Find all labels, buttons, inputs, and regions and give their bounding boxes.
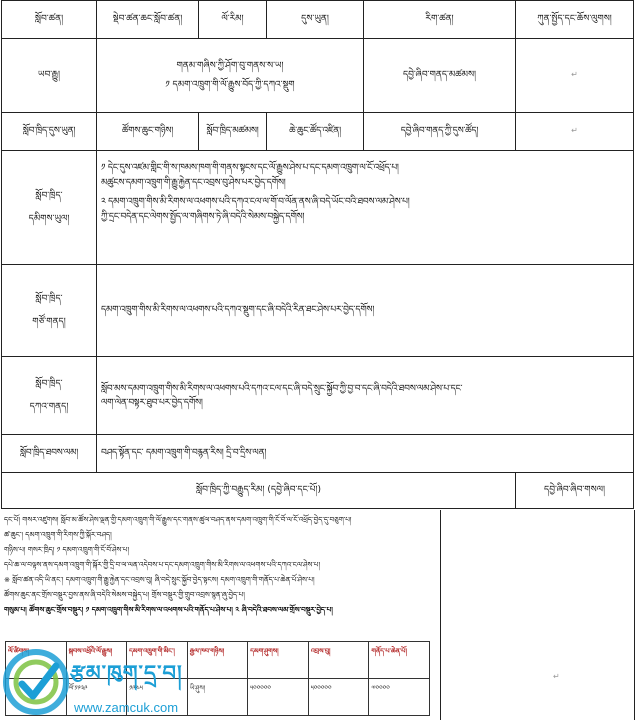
watermark-url[interactable]: www.zamcuk.com [74, 700, 179, 715]
war-cell-6: ༧༠༠༠༠ [369, 679, 430, 716]
lesson-line-6: ཚོགས་ཆུང་ནང་གྲོས་བསྡུར་བྱས་ནས་ཞི་བདེའི་སེམས་བསྐྱེད་པ། གྲོས་བསྡུར་གྱི་གྲུབ་འབྲས་སྙན་ཞུ་བྱེད་པ། [4, 590, 245, 599]
war-header-4: དམག་ཤུགས། [248, 642, 309, 679]
lesson-line-1: དང་པོ། གསར་འཛུགས། སློབ་མ་ཚོས་ཤེས་ལྡན་གྱི་དམག་འཁྲུག་གི་ལོ་རྒྱུས་དང་གནས་ཚུལ་བཤད་ནས་དམག་འཁྲུག་གི་ངོ་བོ་ལ་ངོ་འཕྲོད་བྱེད་དུ་བཅུག་པ། [4, 515, 352, 524]
war-cell-1: ལོ་༡༩༣༩ [66, 679, 127, 716]
lesson-body [4, 512, 436, 617]
header-ethics: ཀུན་སྤྱོད་དང་ཆོས་ལུགས། [516, 1, 634, 39]
schedule-size: ཆེ་ཆུང་ཚོད་འཛིན། [267, 113, 364, 151]
difficult-row [2, 357, 634, 435]
header-grade: ལོ་རིམ། [199, 1, 267, 39]
lesson-line-7: གསུམ་པ། ཚོགས་ཆུང་གྲོས་བསྡུར། ༡ དམག་འཁྲུག་གིས་མི་རིགས་ལ་འཕགས་པའི་གནོད་པ་ཤེས་པ། ༢ ཞི་བདེའི་ཐབས་ལམ་གྲོས་བསྡུར་བྱེད་པ། [4, 605, 333, 614]
war-header-0: ལོ་ཚིགས། [6, 642, 67, 679]
schedule-analysis-time: དབྱེ་ཞིབ་གནད་ཀྱི་དུས་ཚོད། [364, 113, 516, 151]
goal-1: ༡ དེང་དུས་འཛམ་གླིང་གི་ས་ཁམས་ཁག་གི་གནས་སྟངས་དང་ལོ་རྒྱུས་ཤེས་པ་དང་དམག་འཁྲུག་ལ་ངོ་འཕྲོད་པ། [101, 163, 399, 173]
key-label-1: སློབ་ཁྲིད་ [35, 294, 63, 305]
goal-2b: ཀྱི་དྲང་བདེན་དང་ལེགས་སྤྱོད་ལ་གཞིགས་ཏེ་ཞི་བདེའི་སེམས་བསྐྱེད་དགོས། [101, 212, 305, 222]
schedule-row [2, 113, 634, 151]
lesson-line-2: ཚ་ཆུང་། དམག་འཁྲུག་གི་རིགས་ཀྱི་སྐོར་བཤད། [4, 530, 112, 539]
war-header-2: དམག་འཁྲུག་གི་མིང་། [127, 642, 188, 679]
topic-content [97, 39, 364, 113]
difficult-label-1: སློབ་ཁྲིད་ [35, 379, 63, 390]
analysis-column [440, 510, 635, 720]
process-title: སློབ་ཁྲིད་ཀྱི་བརྒྱུད་རིམ། (དབྱེ་ཞིབ་དང་པོ།) [2, 473, 516, 509]
goals-row [2, 151, 634, 265]
analysis-mark: ↵ [553, 672, 560, 681]
schedule-value: ↵ [516, 113, 634, 151]
topic-row [2, 39, 634, 113]
header-duration: དུས་ཡུན། [267, 1, 364, 39]
war-cell-4: ༥༠༠༠༠༠ [248, 679, 309, 716]
war-cell-2: ༡༩༤༥ [127, 679, 188, 716]
topic-label: ཡབ་རྒྱུ། [2, 39, 97, 113]
key-label [2, 265, 97, 357]
goal-1b: མཚུངས་དམག་འཁྲུག་གི་རྒྱུ་རྐྱེན་དང་འབྲས་བུ་ཤེས་པར་བྱེད་དགོས། [101, 178, 286, 188]
method-content: བཤད་སྟོན་དང་ དམག་འཁྲུག་གི་བརྙན་རིས། དྲི་བ་དྲིས་ལན། [97, 435, 634, 473]
goals-label-1: སློབ་ཁྲིད་ [35, 191, 63, 202]
war-header-5: འབྲས་བུ། [308, 642, 369, 679]
difficult-content [97, 357, 634, 435]
lesson-plan-table [1, 0, 634, 509]
schedule-groups: ཚོགས་ཆུང་གཉིས། [97, 113, 199, 151]
header-subject: རིག་ཚན། [364, 1, 516, 39]
lesson-line-3: གཉིས་པ། གསར་ཁྲིད། ༡ དམག་འཁྲུག་གི་ངོ་བོ་ཤེས་པ། [4, 545, 130, 554]
goals-label-2: དམིགས་ཡུལ། [28, 213, 70, 224]
process-row [2, 473, 634, 509]
difficult-text-2: ལག་ལེན་བསྟར་ཐུབ་པར་བྱེད་དགོས། [101, 397, 203, 408]
war-cell-3: ཡི་ཤུས། [187, 679, 248, 716]
goal-2: ༢ དམག་འཁྲུག་གིས་མི་རིགས་ལ་འཕགས་པའི་དཀའ་ངལ་ལ་གོ་བ་ལོན་ནས་ཞི་བདེ་ཡོང་བའི་ཐབས་ལམ་ཤེས་པ། [101, 197, 410, 207]
difficult-label-2: དཀའ་གནད། [29, 401, 69, 412]
process-right-title: དབྱེ་ཞིབ་ཞིབ་གསལ། [516, 473, 634, 509]
topic-line-2: ༡ དམག་འཁྲུག་གི་ལོ་རྒྱུས་བོད་ཀྱི་དཀའ་སྡུག [165, 79, 295, 90]
goals-content [97, 151, 634, 265]
lesson-line-5: ※ སློབ་ཚན་འདི་ཡི་ནང་། དམག་འཁྲུག་གི་རྒྱུ་རྐྱེན་དང་འབྲས་བུ། ཞི་བདེ་སྲུང་སྐྱོབ་བྱེད་སྟངས། དམག་འཁྲུག་གི་གནོད་པ་ཆེན་པོ་ཤེས་པ། [4, 575, 315, 584]
difficult-label [2, 357, 97, 435]
schedule-label: སློབ་ཁྲིད་དུས་ཡུན། [2, 113, 97, 151]
method-label: སློབ་ཁྲིད་ཐབས་ལམ། [2, 435, 97, 473]
topic-line-1: གནམ་གཞིས་ཀྱི་ཤོག་བུ་གནས་ས་ཡ། [176, 61, 284, 72]
war-cell-5: ༥༠༠༠༠༠ [308, 679, 369, 716]
difficult-text: སློབ་མས་དམག་འཁྲུག་གིས་མི་རིགས་ལ་འཕགས་པའི་དཀའ་ངལ་དང་ཞི་བདེ་སྲུང་སྐྱོབ་ཀྱི་བྱ་བ་དང་ཞི་བདེའི་ཐབས་ལམ་ཤེས་པ་དང་ [101, 383, 463, 394]
war-header-3: རྒྱལ་ཁབ་གཉིས། [187, 642, 248, 679]
focus-label: དབྱེ་ཞིབ་གནད་མཚམས། [364, 39, 516, 113]
header-row [2, 1, 634, 39]
key-label-2: གཙོ་གནད། [32, 316, 66, 327]
method-row [2, 435, 634, 473]
header-lesson: སློབ་ཚན། [2, 1, 97, 39]
key-row [2, 265, 634, 357]
focus-value: ↵ [516, 39, 634, 113]
lesson-line-4: དཔེ་ཆ་ལ་བལྟས་ནས་དམག་འཁྲུག་གི་སྐོར་གྱི་དྲི་བ་ལ་ལན་འདེབས་པ་དང་དམག་འཁྲུག་གིས་མི་རིགས་ལ་འཕགས་པའི་དཀའ་ངལ་ཤེས་པ། [4, 560, 321, 569]
header-unit: སྡེབ་ཚན་ཆང་སློབ་ཚན། [97, 1, 199, 39]
schedule-boundary: སློབ་ཁྲིད་མཚམས། [199, 113, 267, 151]
goals-label [2, 151, 97, 265]
watermark-brand: རྩམ་ཁུག་དྲ་བ། [70, 661, 183, 685]
key-content: དམག་འཁྲུག་གིས་མི་རིགས་ལ་འཕགས་པའི་དཀའ་སྡུག་དང་ཞི་བདེའི་རིན་ཐང་ཤེས་པར་བྱེད་དགོས། [97, 265, 634, 357]
war-header-1: སྐབས་འཕྲོའི་ལོ་རྒྱུས། [66, 642, 127, 679]
war-header-6: གནོད་པ་ཆེན་པོ། [369, 642, 430, 679]
